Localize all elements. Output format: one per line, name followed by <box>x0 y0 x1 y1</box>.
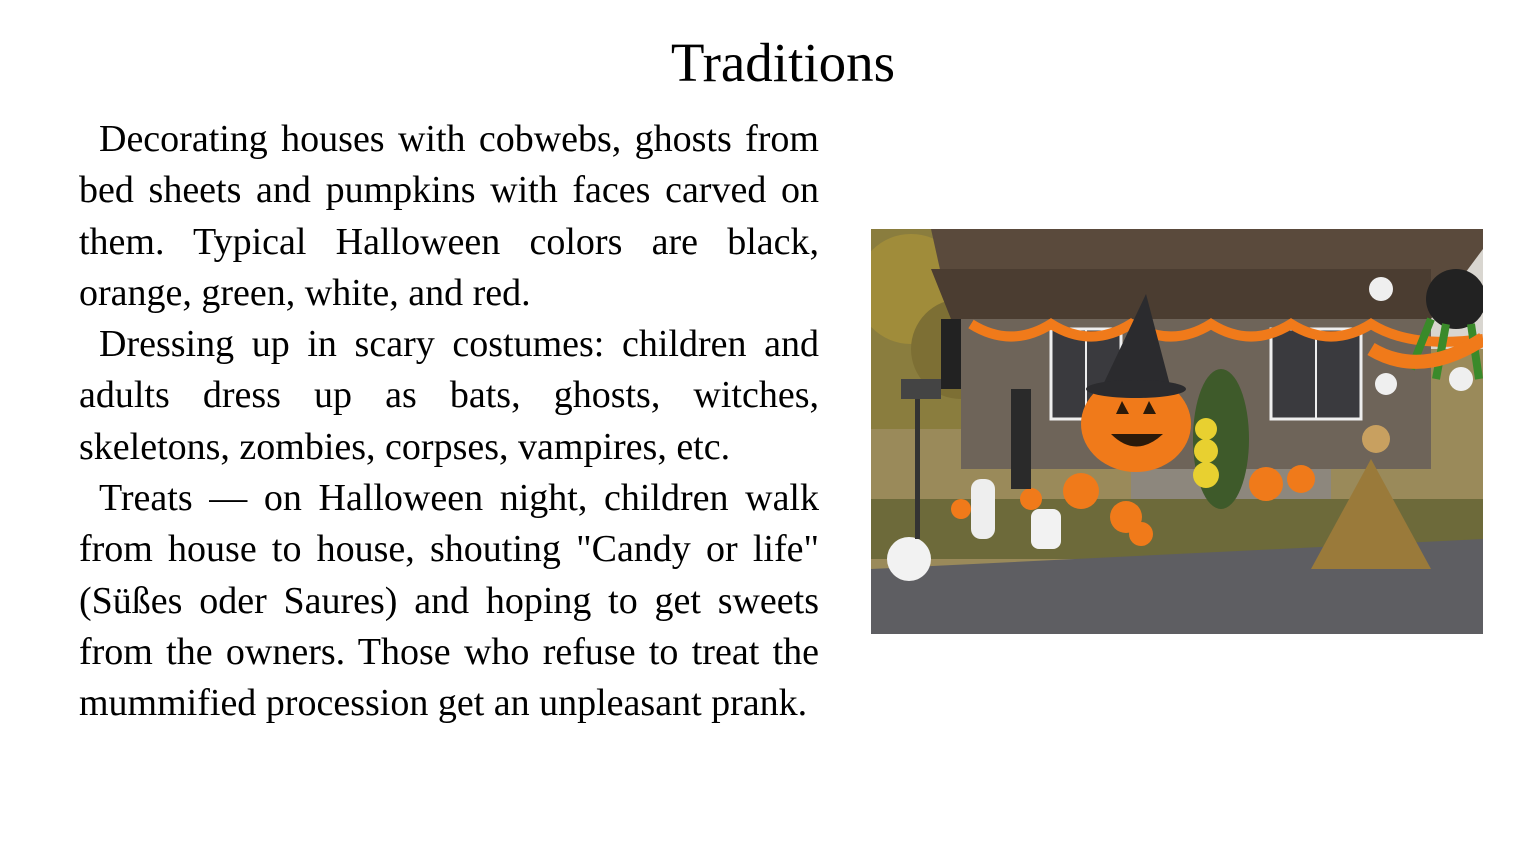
paragraph-decorating: Decorating houses with cobwebs, ghosts from bed sheets and pumpkins with faces carved on them. Typical Halloween colors are black, orange, green, white, and red. <box>79 118 819 314</box>
halloween-house-photo <box>871 229 1483 634</box>
paragraph-treats: Treats — on Halloween night, children walk from house to house, shouting "Candy or life" (Süßes oder Saures) and hoping to get sweets from the owners. Those who refuse to treat the mummified procession get an unpleasant prank. <box>79 477 819 725</box>
body-text <box>79 114 819 730</box>
paragraph-costumes: Dressing up in scary costumes: children and adults dress up as bats, ghosts, witches, skeletons, zombies, corpses, vampires, etc. <box>79 323 819 468</box>
slide-title: Traditions <box>670 32 896 93</box>
